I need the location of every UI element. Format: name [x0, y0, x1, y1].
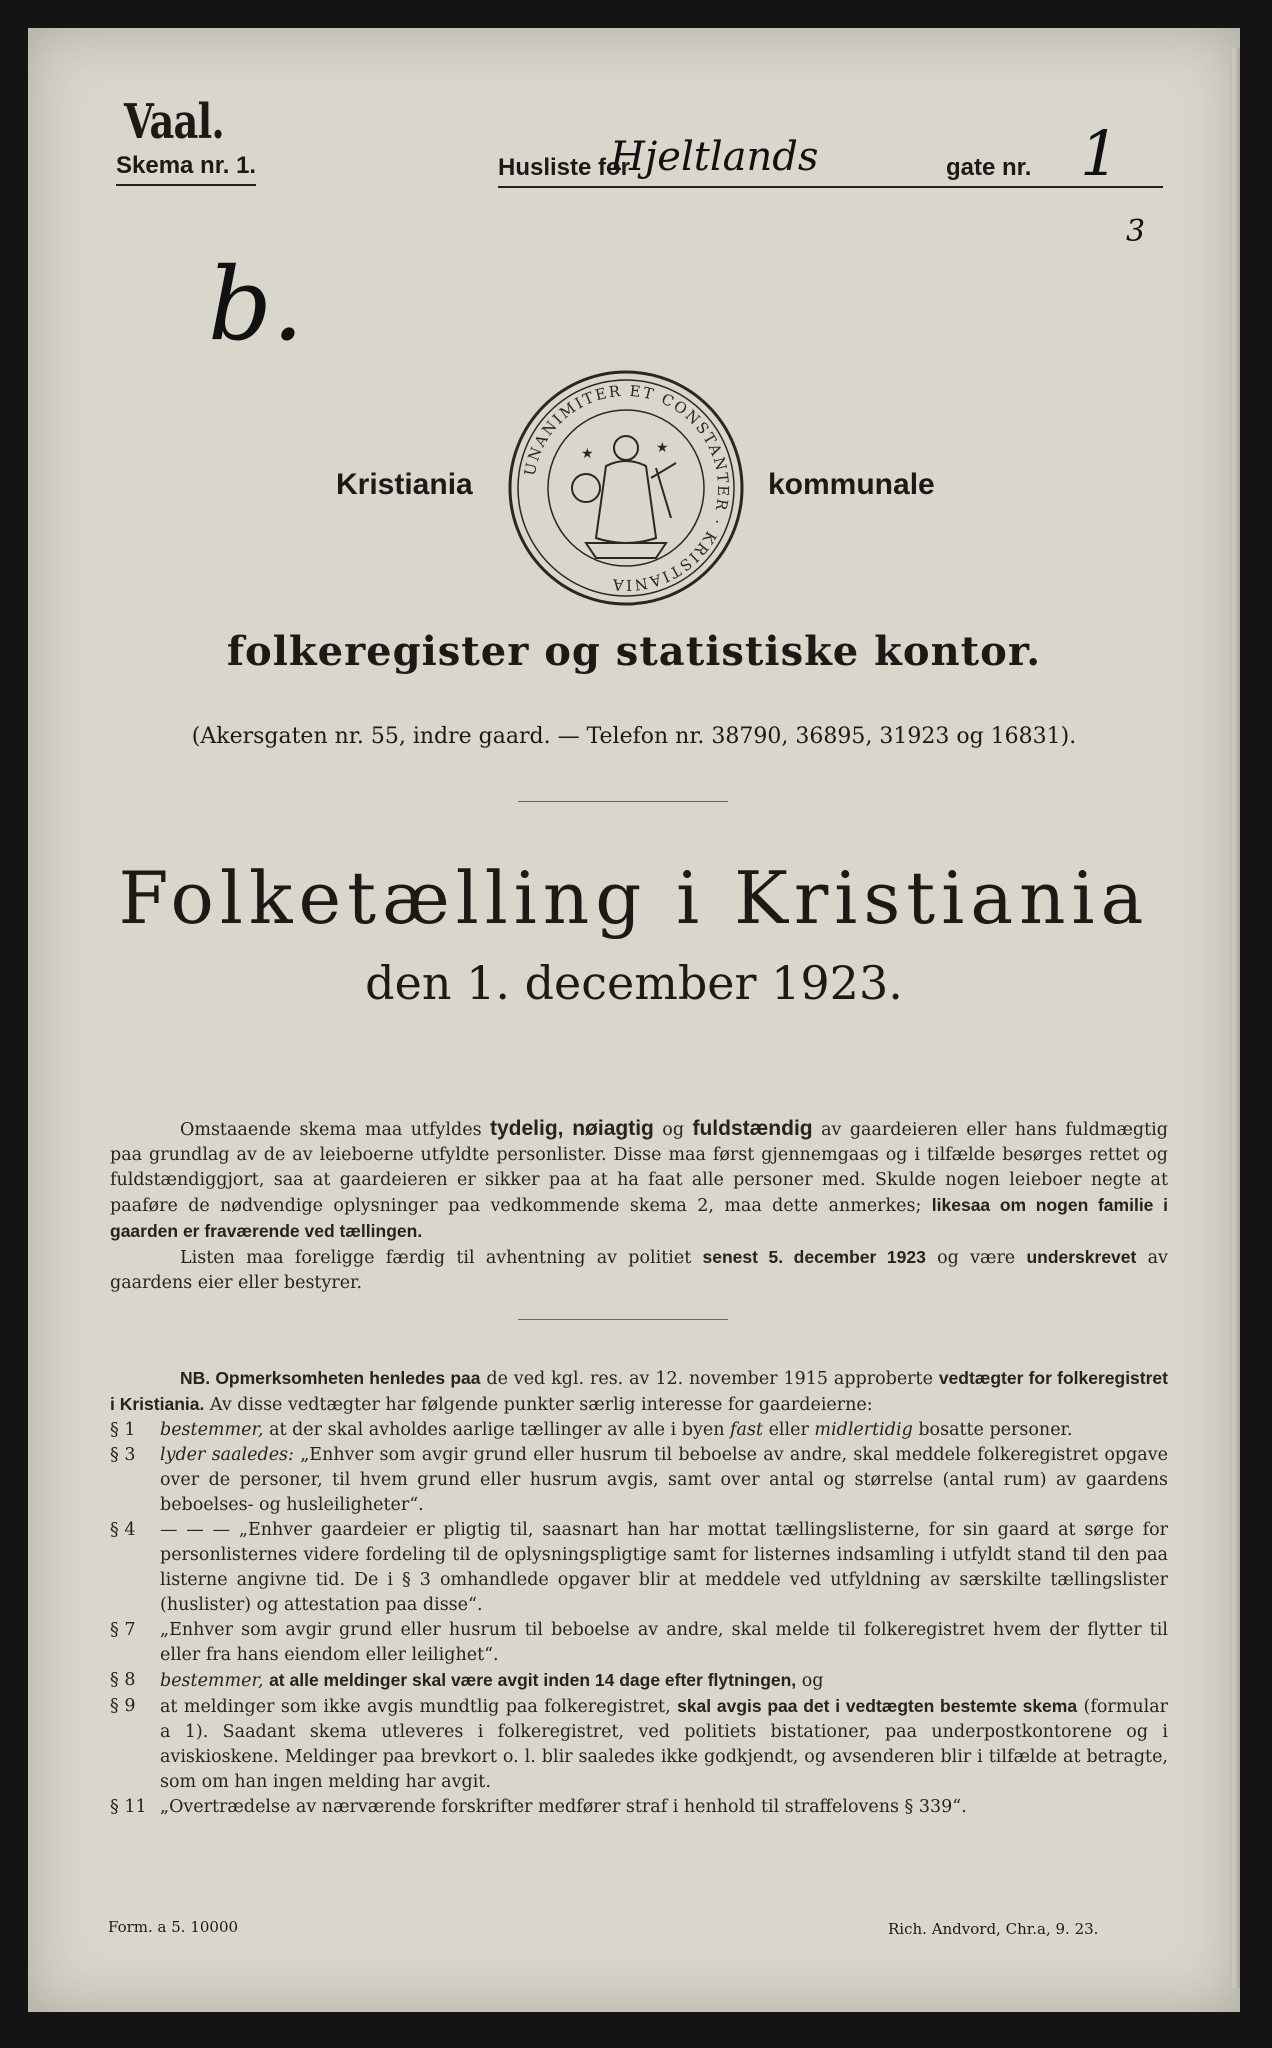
section-7	[110, 1618, 1168, 1668]
street-name-handwritten: Hjeltlands	[610, 134, 819, 180]
section-3	[110, 1443, 1168, 1518]
form-number: Form. a 5. 10000	[108, 1918, 239, 1936]
instructions-paragraph-1	[110, 1116, 1168, 1245]
instr-text: av gaardeieren eller hans fuldmægtig paa grundlag av de av leieboerne utfyldte personlister. Disse maa først gjennemgaas og i tilfælde besørges rettet og fuldstændiggjort, saa at gaardeieren er sikker paa at ha faat alle personer med. Skulde nogen leieboer negte at paaføre de nødvendige oplysninger paa vedkommende skema 2, maa dette anmerkes;	[110, 1120, 1168, 1216]
svg-text:UNANIMITER ET CONSTANTER · KRI: UNANIMITER ET CONSTANTER · KRISTIANIA	[520, 381, 733, 595]
section-italic: bestemmer,	[160, 1420, 264, 1440]
nb-emphasis: vedtægter for folkeregistret i Kristiania.	[110, 1368, 1168, 1414]
section-label: § 3	[110, 1445, 136, 1465]
section-label: § 11	[110, 1797, 147, 1817]
nb-intro	[110, 1366, 1168, 1418]
section-text-part: at der skal avholdes aarlige tællinger av alle i byen	[269, 1420, 725, 1440]
svg-text:★: ★	[581, 446, 594, 462]
gate-number-handwritten: 1	[1080, 117, 1120, 190]
section-label: § 4	[110, 1520, 136, 1540]
section-text-part: (formular a 1). Saadant skema utleveres i folkeregistret, ved politiets bistationer, paa underpostkontorene og i aviskioskene. Meldinger paa brevkort o. l. blir saaledes ikke godkjendt, og avsenderen blir i tilfælde at betragte, som om han ingen melding har avgit.	[160, 1697, 1168, 1792]
sub-number-handwritten: 3	[1126, 214, 1146, 249]
section-text	[160, 1418, 1168, 1443]
section-text	[160, 1443, 1168, 1518]
section-9	[110, 1694, 1168, 1795]
census-form-page	[28, 28, 1240, 2012]
office-address: (Akersgaten nr. 55, indre gaard. — Telefon nr. 38790, 36895, 31923 og 16831).	[191, 724, 1077, 749]
census-date: den 1. december 1923.	[365, 956, 903, 1010]
section-italic: fast	[730, 1420, 763, 1440]
section-text	[160, 1694, 1168, 1795]
page-title: Folketælling i Kristiania	[118, 856, 1150, 940]
instr-text: og være	[937, 1248, 1016, 1268]
section-text-part: eller	[768, 1420, 809, 1440]
nb-emphasis: NB. Opmerksomheten henledes paa	[180, 1368, 481, 1388]
kristiania-label: Kristiania	[336, 468, 473, 501]
svg-text:★: ★	[656, 440, 669, 456]
instructions-paragraph-2	[110, 1245, 1168, 1296]
section-text-part: at meldinger som ikke avgis mundtlig paa folkeregistret,	[160, 1697, 671, 1717]
instr-emphasis: tydelig, nøiagtig	[489, 1117, 654, 1140]
section-1	[110, 1418, 1168, 1443]
section-italic: midlertidig	[814, 1420, 913, 1440]
section-text-part: og	[801, 1671, 824, 1691]
vaal-label: Vaal.	[124, 94, 224, 150]
nb-text: de ved kgl. res. av 12. november 1915 approberte	[486, 1369, 933, 1389]
section-text-part: bosatte personer.	[918, 1420, 1073, 1440]
section-italic: lyder saaledes:	[160, 1445, 294, 1465]
section-text: „Enhver som avgir grund eller husrum til beboelse av andre, skal melde til folkeregistret hvem der flytter til eller fra hans eiendom eller leilighet“.	[160, 1620, 1168, 1665]
divider	[518, 1319, 728, 1320]
section-text	[160, 1668, 1168, 1694]
section-label: § 1	[110, 1420, 136, 1440]
office-name: folkeregister og statistiske kontor.	[226, 628, 1042, 675]
husliste-line	[498, 117, 1163, 190]
instr-emphasis: fuldstændig	[692, 1117, 813, 1140]
nb-text: Av disse vedtægter har følgende punkter særlig interesse for gaardeierne:	[209, 1395, 873, 1415]
instr-emphasis: underskrevet	[1026, 1247, 1137, 1267]
instr-text: og	[662, 1120, 685, 1140]
instr-text: Omstaaende skema maa utfyldes	[180, 1120, 482, 1140]
gate-label: gate nr.	[946, 154, 1032, 181]
instr-emphasis: likesaa om nogen familie i gaarden er fraværende ved tællingen.	[110, 1195, 1168, 1241]
instr-emphasis: senest 5. december 1923	[702, 1247, 926, 1267]
city-seal-icon	[506, 368, 746, 608]
page-edge	[1230, 48, 1240, 1988]
section-4	[110, 1518, 1168, 1618]
husliste-label: Husliste for	[498, 154, 631, 181]
nb-block	[110, 1366, 1168, 1820]
section-emphasis: skal avgis paa det i vedtægten bestemte skema	[677, 1696, 1078, 1716]
section-11	[110, 1795, 1168, 1820]
section-italic: bestemmer,	[160, 1671, 264, 1691]
divider	[518, 801, 728, 802]
printer-credit: Rich. Andvord, Chr.a, 9. 23.	[888, 1920, 1099, 1938]
skema-number: Skema nr. 1.	[116, 152, 256, 186]
instructions-block	[110, 1116, 1168, 1296]
section-text-part: „Enhver som avgir grund eller husrum til beboelse av andre, skal meddele folkeregistret opgave over de personer, til hvem grund eller husrum avgis, samt over antal og størrelse (antal rum) av gaardens beboelses- og husleiligheter“.	[160, 1445, 1168, 1515]
kommunale-label: kommunale	[768, 468, 935, 501]
instr-text: Listen maa foreligge færdig til avhentning av politiet	[180, 1248, 692, 1268]
section-emphasis: at alle meldinger skal være avgit inden 14 dage efter flytningen,	[269, 1670, 797, 1690]
handwritten-mark: b.	[208, 246, 304, 363]
section-8	[110, 1668, 1168, 1694]
section-text: — — — „Enhver gaardeier er pligtig til, saasnart han har mottat tællingslisterne, for sin gaard at sørge for personlisternes videre fordeling til de oplysningspligtige samt for listernes indsamling i utfyldt stand til den paa listerne angivne tid. De i § 3 omhandlede opgaver blir at meddele ved utfyldning av særskilte tællingslister (huslister) og attestation paa disse“.	[160, 1520, 1168, 1615]
section-label: § 9	[110, 1696, 136, 1716]
section-label: § 7	[110, 1620, 136, 1640]
section-text: „Overtrædelse av nærværende forskrifter medfører straf i henhold til straffelovens § 339“.	[160, 1797, 967, 1817]
section-label: § 8	[110, 1670, 136, 1690]
instr-text: av gaardens eier eller bestyrer.	[110, 1248, 1168, 1293]
